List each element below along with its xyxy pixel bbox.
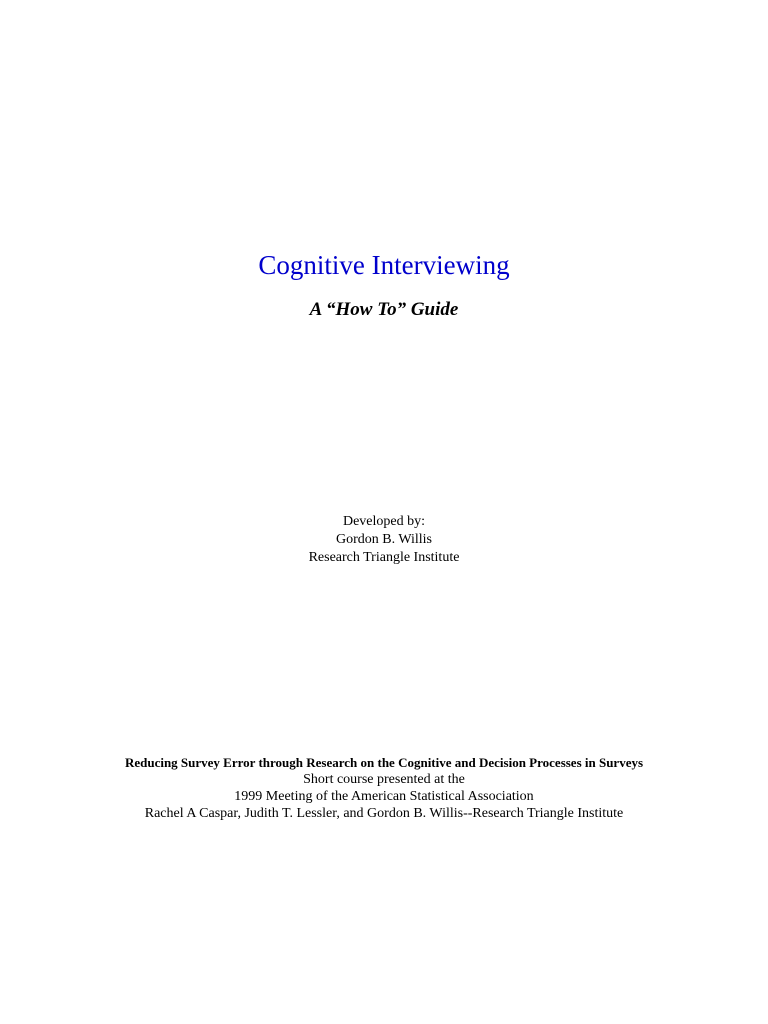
meeting-line: 1999 Meeting of the American Statistical Association <box>234 789 534 804</box>
course-info-block <box>0 754 768 822</box>
presenters-line: Rachel A Caspar, Judith T. Lessler, and Gordon B. Willis--Research Triangle Institute <box>144 806 624 821</box>
document-subtitle: A “How To” Guide <box>309 299 459 320</box>
developed-by-label: Developed by: <box>342 514 426 529</box>
document-title: Cognitive Interviewing <box>258 250 510 280</box>
author-name: Gordon B. Willis <box>335 532 433 547</box>
course-title: Reducing Survey Error through Research on the Cognitive and Decision Processes in Surveys <box>124 755 644 770</box>
credits-block <box>0 513 768 567</box>
author-organization: Research Triangle Institute <box>308 550 460 565</box>
presented-line: Short course presented at the <box>303 772 465 787</box>
